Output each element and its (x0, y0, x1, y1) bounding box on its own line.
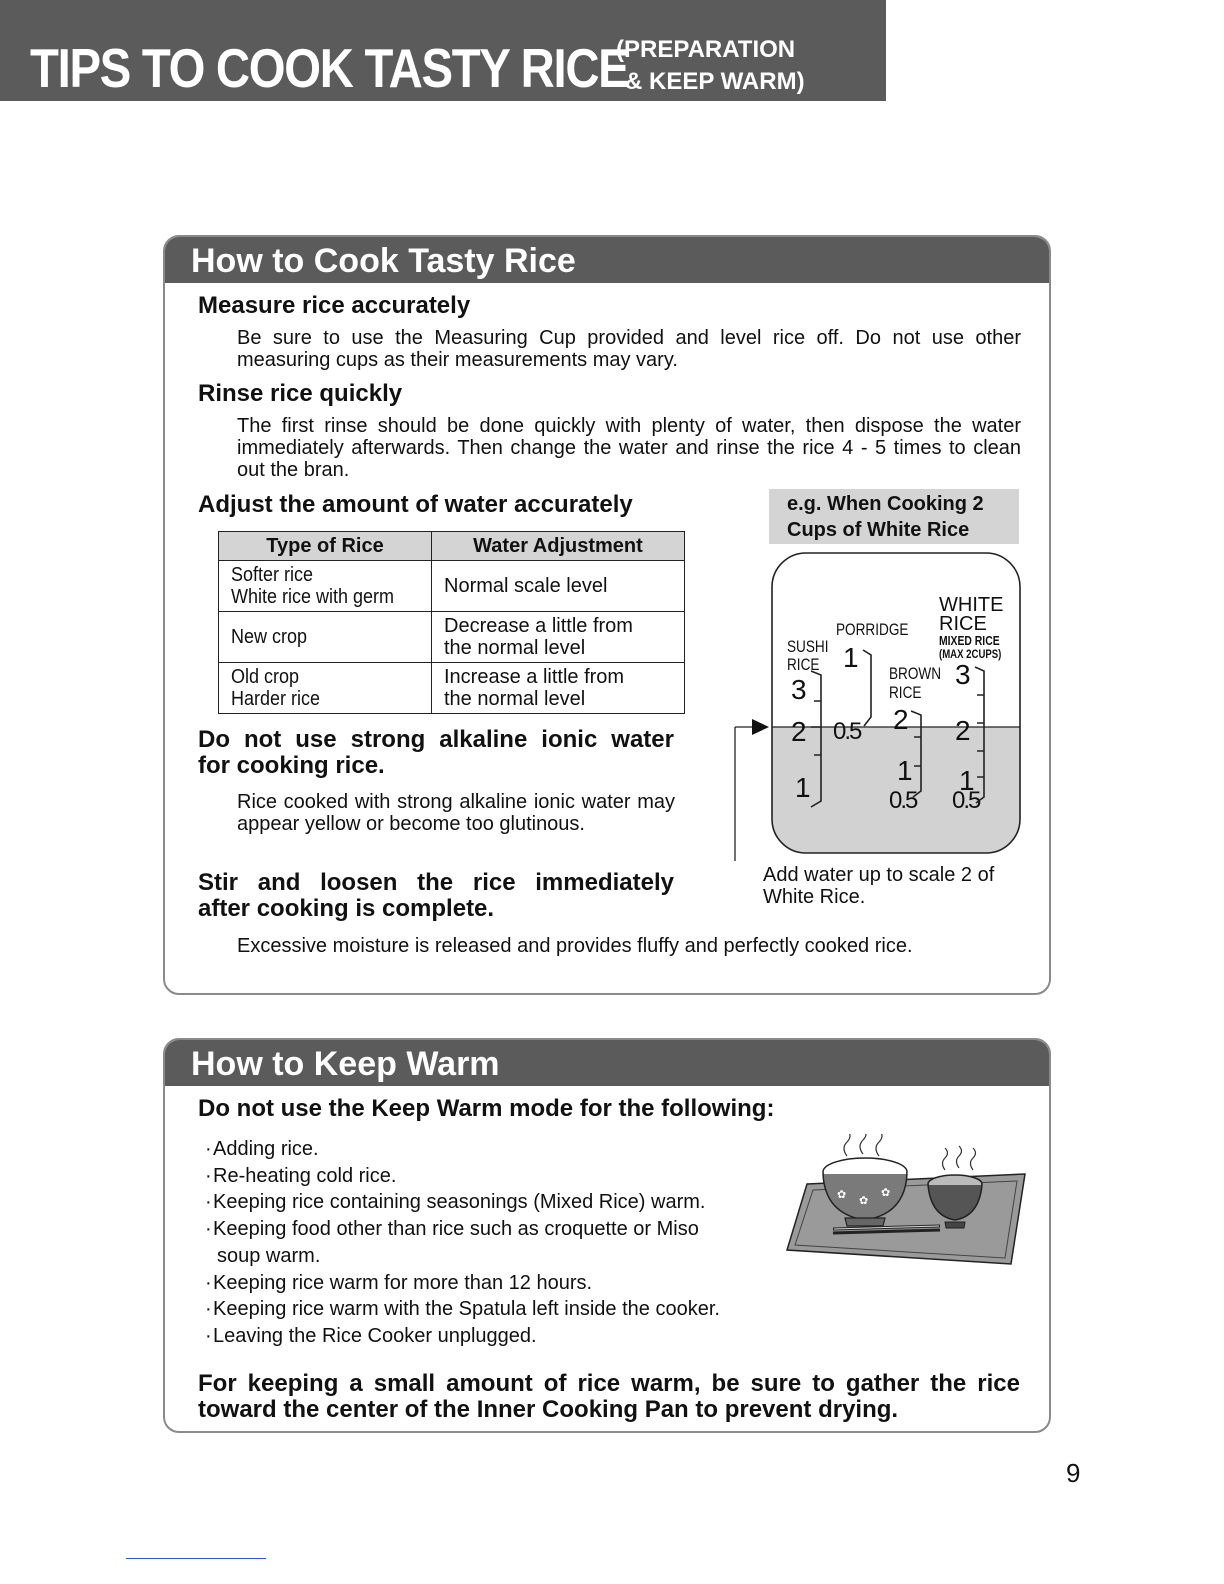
stir-heading-line-1: Stir and loosen the rice immediately (198, 869, 674, 896)
stir-heading-line-2: after cooking is complete. (198, 895, 495, 922)
brown-mark-2: 2 (893, 704, 909, 735)
measure-body: Be sure to use the Measuring Cup provided and level rice off. Do not use other measuring cups as their measurements may vary. (237, 327, 1021, 371)
rice-bowl-illustration (785, 1134, 1030, 1270)
list-item-text: Keeping rice containing seasonings (Mixed Rice) warm. (213, 1191, 706, 1214)
cell-line: New crop (231, 626, 308, 648)
sushi-mark-2: 2 (791, 716, 807, 747)
pointer-arrow-icon (735, 727, 765, 861)
cook-section-header (165, 237, 1049, 283)
caption-line-2: White Rice. (763, 886, 866, 908)
brown-label: BROWN (889, 664, 942, 684)
measure-heading: Measure rice accurately (198, 292, 471, 319)
list-item (205, 1216, 720, 1269)
list-item-text: Keeping rice warm with the Spatula left inside the cooker. (213, 1298, 720, 1321)
brown-mark-1: 1 (897, 755, 913, 786)
cook-section (163, 235, 1051, 995)
bullet: · (205, 1271, 212, 1294)
diagram-caption (763, 864, 994, 908)
rinse-body: The first rinse should be done quickly with plenty of water, then dispose the water immediately afterwards. Then change the water and rinse the rice 4 - 5 times to clean out the bran. (237, 415, 1021, 481)
keep-warm-list (205, 1136, 720, 1350)
bullet: · (205, 1191, 212, 1214)
bullet: · (205, 1218, 212, 1241)
brown-mark-05: 0.5 (889, 787, 917, 814)
table-cell-type (219, 561, 432, 612)
placemat-icon (787, 1174, 1025, 1264)
title-banner (0, 0, 886, 101)
table-cell-adjustment (432, 561, 685, 612)
porridge-mark-1: 1 (843, 642, 859, 673)
table-cell-type (219, 663, 432, 714)
table-row (219, 612, 685, 663)
list-item (205, 1323, 720, 1350)
list-item-text: Adding rice. (213, 1138, 319, 1160)
cell-line: the normal level (444, 637, 586, 659)
cell-line: Normal scale level (444, 575, 608, 597)
alkaline-heading-line-1: Do not use strong alkaline ionic water (198, 726, 674, 753)
table-header-type: Type of Rice (219, 532, 432, 561)
mixed-label-2: (MAX 2CUPS) (939, 648, 1002, 662)
list-item (205, 1163, 720, 1190)
sushi-label: SUSHI (787, 637, 829, 657)
rinse-heading: Rinse rice quickly (198, 380, 403, 407)
list-item-text: Re-heating cold rice. (213, 1164, 397, 1187)
white-mark-3: 3 (955, 659, 971, 690)
table-header-adjustment: Water Adjustment (432, 532, 685, 561)
table-row (219, 561, 685, 612)
bullet: · (205, 1164, 212, 1187)
white-mark-2: 2 (955, 715, 971, 746)
example-line-2: Cups of White Rice (787, 519, 970, 541)
stir-heading (198, 870, 674, 896)
table-cell-type (219, 612, 432, 663)
arrowhead-icon (752, 719, 769, 735)
keep-warm-section (163, 1038, 1051, 1433)
porridge-scale-line (863, 650, 871, 726)
example-label (769, 489, 1019, 544)
bottom-divider (126, 1558, 266, 1559)
cell-line: Old crop (231, 666, 300, 688)
bullet: · (205, 1298, 212, 1321)
cell-line: Increase a little from (444, 666, 625, 688)
page-title: TIPS TO COOK TASTY RICE (30, 37, 629, 99)
page-subtitle (616, 34, 805, 98)
sushi-label-2: RICE (787, 655, 820, 675)
subtitle-line-1: (PREPARATION (616, 36, 796, 63)
svg-text:✿: ✿ (837, 1188, 847, 1201)
cell-line: the normal level (444, 688, 586, 710)
table-cell-adjustment (432, 663, 685, 714)
bullet: · (205, 1138, 212, 1160)
list-item (205, 1189, 720, 1216)
alkaline-heading (198, 727, 674, 753)
white-label-2: RICE (939, 613, 987, 635)
cell-line: White rice with germ (231, 586, 395, 608)
brown-label-2: RICE (889, 683, 922, 703)
alkaline-body: Rice cooked with strong alkaline ionic water may appear yellow or become too glutinous. (237, 791, 675, 835)
white-mark-1: 1 (959, 765, 975, 796)
cell-line: Softer rice (231, 564, 314, 586)
svg-text:✿: ✿ (859, 1194, 869, 1207)
stir-body: Excessive moisture is released and provides fluffy and perfectly cooked rice. (237, 935, 913, 957)
list-item-text-cont: soup warm. (217, 1244, 321, 1267)
mixed-label: MIXED RICE (939, 633, 1000, 649)
keep-warm-footer-line-1 (198, 1371, 1020, 1397)
sushi-mark-3: 3 (791, 674, 807, 705)
alkaline-heading-line-2: for cooking rice. (198, 752, 385, 779)
adjust-heading: Adjust the amount of water accurately (198, 491, 633, 518)
keep-warm-header (165, 1040, 1049, 1086)
subtitle-line-2: & KEEP WARM) (625, 68, 805, 95)
list-item-text: Keeping food other than rice such as croquette or Miso (213, 1218, 699, 1241)
list-item-text: Leaving the Rice Cooker unplugged. (213, 1324, 537, 1347)
sushi-mark-1: 1 (795, 772, 811, 803)
white-mark-05: 0.5 (952, 787, 980, 814)
cook-section-title: How to Cook Tasty Rice (191, 242, 576, 280)
porridge-mark-05: 0.5 (833, 718, 861, 745)
table-cell-adjustment (432, 612, 685, 663)
keep-warm-title: How to Keep Warm (191, 1045, 500, 1083)
keep-warm-heading: Do not use the Keep Warm mode for the following: (198, 1095, 775, 1122)
cell-line: Harder rice (231, 688, 321, 710)
page-number: 9 (1066, 1458, 1081, 1488)
list-item (205, 1270, 720, 1297)
example-line-1: e.g. When Cooking 2 (787, 493, 984, 515)
table-header-row (219, 532, 685, 561)
white-label: WHITE (939, 594, 1004, 616)
list-item (205, 1136, 720, 1163)
list-item (205, 1296, 720, 1323)
svg-text:✿: ✿ (881, 1186, 891, 1199)
table-row (219, 663, 685, 714)
list-item-text: Keeping rice warm for more than 12 hours. (213, 1271, 593, 1294)
cell-line: Decrease a little from (444, 615, 633, 637)
porridge-label: PORRIDGE (836, 620, 909, 640)
water-adjustment-table (218, 531, 685, 714)
bullet: · (205, 1324, 212, 1347)
water-scale-diagram (725, 551, 1025, 861)
keep-warm-footer-line-2: toward the center of the Inner Cooking Pan to prevent drying. (198, 1396, 899, 1423)
caption-line-1: Add water up to scale 2 of (763, 864, 995, 886)
footer-line-1-text: For keeping a small amount of rice warm, be sure to gather the rice (198, 1370, 1020, 1397)
